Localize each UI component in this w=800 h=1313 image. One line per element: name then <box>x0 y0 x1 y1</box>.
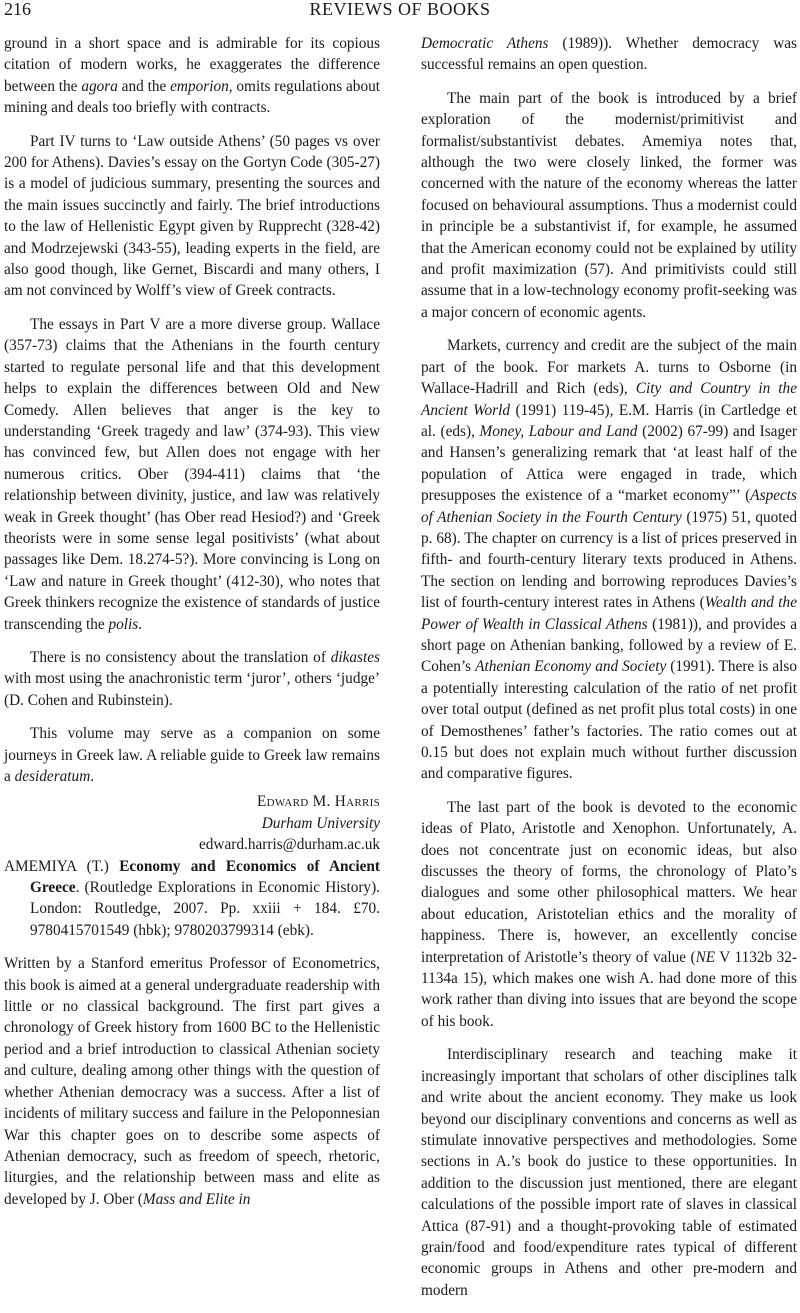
reviewer-email: edward.harris@durham.ac.uk <box>198 836 380 854</box>
paragraph-translation: There is no consistency about the translation of dikastes with most using the anachronistic term ‘juror’, others ‘judge’ (D. Cohen and Rubinstein). <box>4 648 380 709</box>
paragraph-conclusion: This volume may serve as a companion on some journeys in Greek law. A reliable guide to Greek law remains a desideratum. <box>4 725 380 785</box>
running-head: REVIEWS OF BOOKS <box>309 0 491 19</box>
book-title: Economy and Economics of Ancient Greece <box>30 857 380 897</box>
right-column <box>421 33 797 1313</box>
reviewer-affiliation: Durham University <box>261 814 380 832</box>
paragraph-part-iv: Part IV turns to ‘Law outside Athens’ (50 pages vs over 200 for Athens). Davies’s essay on the Gortyn Code (305-27) is a model of judicious summary, presenting the sources and the main issues succinctly and fairly. The brief introductions to the law of Hellenistic Egypt given by Rupprecht (328-42) and Modrzejewski (343-55), leading experts in the field, are also good though, like Gernet, Biscardi and many others, I am not convinced by Wolff’s view of Greek contracts. <box>4 132 380 300</box>
left-column <box>4 33 380 1222</box>
paragraph-part-v: The essays in Part V are a more diverse group. Wallace (357-73) claims that the Athenians in the fourth century started to regulate personal life and that this development helps to explain the differences between Old and New Comedy. Allen believes that anger is the key to understanding ‘Greek tragedy and law’ (374-93). This view has convinced few, but Allen does not engage with her numerous critics. Ober (394-411) claims that ‘the relationship between divinity, justice, and law was relatively weak in Greek thought’ (has Ober read Hesiod?) and ‘Greek theorists were in some sense legal positivists’ (what about passages like Dem. 18.274-5?). More convincing is Long on ‘Law and nature in Greek thought’ (412-30), who notes that Greek thinkers recognize the existence of standards of justice transcending the polis. <box>4 315 380 633</box>
paragraph-debates: The main part of the book is introduced by a brief exploration of the modernist/primitivist and formalist/substantivist debates. Amemiya notes that, although the two were closely linked, the former was concerned with the nature of the economy whereas the latter focused on behavioural assumptions. Thus a modernist could in principle be a substantivist if, for example, he assumed that the American economy could not be explained by utility and profit maximization (57). And primitivists could still assume that in a low-technology economy profit-seeking was a major concern of economic agents. <box>421 89 797 321</box>
paragraph-interdisciplinary: Interdisciplinary research and teaching make it increasingly important that scholars of other disciplines talk and write about the ancient economy. They make us look beyond our disciplinary conventions and concerns as well as stimulate innovative perspectives and methodologies. Some sections in A.’s book do justice to these opportunities. In addition to the discussion just mentioned, there are elegant calculations of the possible import rate of slaves in classical Attica (87-91) and a thought-provoking table of estimated grain/food and food/expenditure rates typical of different economic groups in Athens and other pre-modern and modern <box>421 1046 797 1299</box>
book-details: . (Routledge Explorations in Economic History). London: Routledge, 2007. Pp. xxiii + 184. £70. 9780415701549 (hbk); 9780203799314 (ebk). <box>30 879 380 939</box>
paragraph-economic-ideas: The last part of the book is devoted to the economic ideas of Plato, Aristotle and Xenophon. Unfortunately, A. does not concentrate just on economic ideas, but also discusses the theory of forms, the chronology of Plato’s dialogues and some other philosophical matters. We hear about education, Aristotelian ethics and the morality of happiness. There is, however, an excellently concise interpretation of Aristotle’s theory of value (NE V 1132b 32-1134a 15), which makes one wish A. had done more of this work rather than diving into issues that are beyond the scope of his book. <box>421 798 797 1030</box>
paragraph-review-intro: Written by a Stanford emeritus Professor of Econometrics, this book is aimed at a general undergraduate readership with little or no classical background. The first part gives a chronology of Greek history from 1600 BC to the Hellenistic period and a brief introduction to classical Athenian society and culture, dealing among other things with the question of whether Athenian democracy was a success. After a list of incidents of military success and failure in the Peloponnesian War this chapter goes on to describe some aspects of Athenian democracy, such as freedom of speech, rhetoric, liturgies, and the relationship between mass and elite as developed by J. Ober (Mass and Elite in <box>4 955 380 1208</box>
page-header <box>0 0 800 22</box>
bibliographic-entry <box>4 856 380 942</box>
paragraph-markets: Markets, currency and credit are the subject of the main part of the book. For markets A. turns to Osborne (in Wallace-Hadrill and Rich (eds), City and Country in the Ancient World (1991) 119-45), E.M. Harris (in Cartledge et al. (eds), Money, Labour and Land (2002) 67-99) and Isager and Hansen’s generalizing remark that ‘at least half of the population of Attica were engaged in trade, which presupposes the existence of a “market economy”’ (Aspects of Athenian Society in the Fourth Century (1975) 51, quoted p. 68). The chapter on currency is a list of prices preserved in fifth- and fourth-century literary texts produced in Athens. The section on lending and borrowing reproduces Davies’s list of fourth-century interest rates in Athens (Wealth and the Power of Wealth in Classical Athens (1981)), and provides a short page on Athenian banking, followed by a review of E. Cohen’s Athenian Economy and Society (1991). There is also a potentially interesting calculation of the ratio of net profit over total output (defined as net profit plus total costs) in one of Demosthenes’ father’s factories. The ratio comes out at 0.15 but does not explain much without further discussion and comparative figures. <box>421 337 797 783</box>
book-author: AMEMIYA (T.) <box>4 857 120 875</box>
reviewer-name: Edward M. Harris <box>257 793 380 811</box>
paragraph-continuation-right: Democratic Athens (1989)). Whether democracy was successful remains an open question. <box>421 35 797 74</box>
reviewer-signature <box>4 791 380 855</box>
paragraph-continuation: ground in a short space and is admirable for its copious citation of modern works, he exaggerates the difference between the agora and the emporion, omits regulations about mining and deals too briefly with contracts. <box>4 35 381 117</box>
page-number: 216 <box>4 0 31 19</box>
